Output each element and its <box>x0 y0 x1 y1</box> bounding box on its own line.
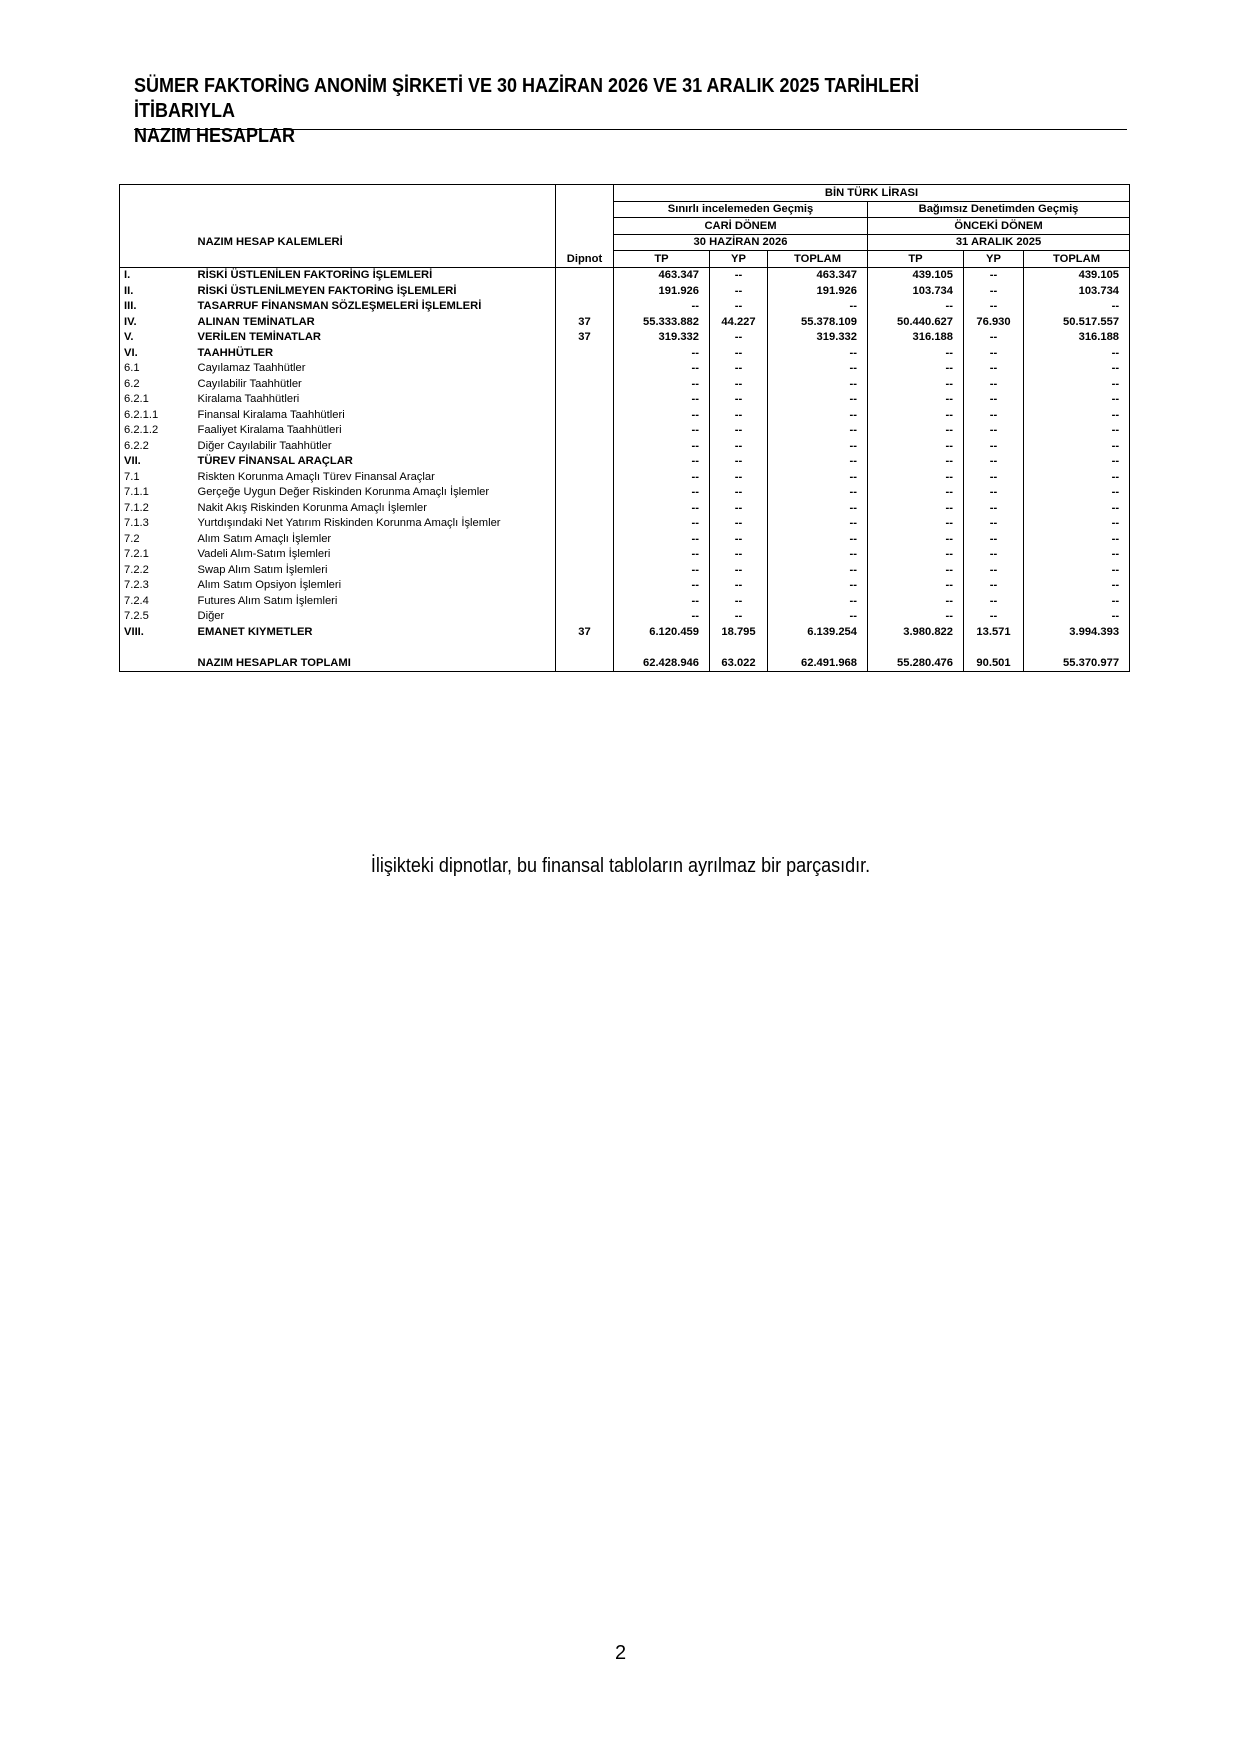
title-underline <box>134 129 1127 130</box>
current-yp-cell: -- <box>710 423 768 439</box>
current-tp-cell: -- <box>614 562 710 578</box>
prior-yp-cell: -- <box>964 485 1024 501</box>
table-row <box>120 345 1130 361</box>
prior-yp-cell: -- <box>964 531 1024 547</box>
prior-yp-cell: -- <box>964 392 1024 408</box>
row-label: Alım Satım Amaçlı İşlemler <box>197 532 332 545</box>
table-row <box>120 609 1130 625</box>
row-code: II. <box>120 283 187 299</box>
prior-total-cell: 103.734 <box>1024 283 1130 299</box>
current-total-cell: -- <box>768 469 868 485</box>
table-row <box>120 423 1130 439</box>
current-yp-cell: -- <box>710 267 768 283</box>
row-note <box>556 361 614 377</box>
current-yp-cell: -- <box>710 516 768 532</box>
prior-yp-cell: -- <box>964 267 1024 283</box>
prior-yp-cell: -- <box>964 593 1024 609</box>
row-label: Faaliyet Kiralama Taahhütleri <box>197 424 342 437</box>
prior-tp-cell: 103.734 <box>868 283 964 299</box>
items-header: NAZIM HESAP KALEMLERİ <box>197 236 343 249</box>
current-tp-cell: -- <box>614 531 710 547</box>
row-label: Vadeli Alım-Satım İşlemleri <box>197 548 331 561</box>
prior-tp-cell: -- <box>868 392 964 408</box>
prior-yp-cell: 76.930 <box>964 314 1024 330</box>
prior-total-cell: -- <box>1024 361 1130 377</box>
prior-tp-cell: -- <box>868 345 964 361</box>
table-row <box>120 531 1130 547</box>
row-note <box>556 392 614 408</box>
prior-total-cell: -- <box>1024 609 1130 625</box>
row-label: TÜREV FİNANSAL ARAÇLAR <box>197 455 353 468</box>
prior-yp-cell: -- <box>964 562 1024 578</box>
current-yp-cell: -- <box>710 485 768 501</box>
prior-tp-cell: -- <box>868 485 964 501</box>
current-yp-cell: -- <box>710 392 768 408</box>
prior-yp-cell: -- <box>964 500 1024 516</box>
current-total-cell: -- <box>768 454 868 470</box>
prior-total-cell: -- <box>1024 376 1130 392</box>
current-tp-cell: -- <box>614 593 710 609</box>
prior-yp-cell: -- <box>964 516 1024 532</box>
row-code: 7.2 <box>120 531 187 547</box>
current-total-cell: -- <box>768 407 868 423</box>
table-row <box>120 516 1130 532</box>
prior-total-cell: -- <box>1024 485 1130 501</box>
current-tp-cell: -- <box>614 423 710 439</box>
table-row <box>120 407 1130 423</box>
prior-yp-cell: 13.571 <box>964 624 1024 640</box>
current-yp-cell: -- <box>710 593 768 609</box>
prior-total-cell: -- <box>1024 578 1130 594</box>
current-tp-cell: 55.333.882 <box>614 314 710 330</box>
row-note <box>556 578 614 594</box>
row-label: Swap Alım Satım İşlemleri <box>197 563 328 576</box>
prior-total-cell: -- <box>1024 438 1130 454</box>
row-label: EMANET KIYMETLER <box>197 625 313 638</box>
row-label: RİSKİ ÜSTLENİLEN FAKTORİNG İŞLEMLERİ <box>197 269 433 282</box>
note-header: Dipnot <box>556 251 614 268</box>
prior-tp-cell: -- <box>868 531 964 547</box>
header-blank <box>120 185 187 202</box>
current-total-cell: -- <box>768 562 868 578</box>
table-row <box>120 469 1130 485</box>
current-tp-cell: -- <box>614 609 710 625</box>
row-note <box>556 454 614 470</box>
row-code: 7.1.1 <box>120 485 187 501</box>
table-row <box>120 624 1130 640</box>
row-label: Nakit Akış Riskinden Korunma Amaçlı İşlemler <box>197 501 427 514</box>
table-row <box>120 593 1130 609</box>
col-header-prior-yp: YP <box>964 251 1024 268</box>
prior-total-cell: -- <box>1024 516 1130 532</box>
page-number: 2 <box>614 1642 627 1664</box>
row-code: V. <box>120 330 187 346</box>
current-yp-cell: 44.227 <box>710 314 768 330</box>
current-total-cell: -- <box>768 438 868 454</box>
current-tp-cell: -- <box>614 376 710 392</box>
row-code: 7.1.3 <box>120 516 187 532</box>
prior-tp-cell: 3.980.822 <box>868 624 964 640</box>
current-total-cell: -- <box>768 516 868 532</box>
current-total-cell: 191.926 <box>768 283 868 299</box>
row-code: VII. <box>120 454 187 470</box>
row-label: Cayılabilir Taahhütler <box>197 377 302 390</box>
row-code: IV. <box>120 314 187 330</box>
prior-yp-cell: -- <box>964 454 1024 470</box>
prior-yp-cell: -- <box>964 330 1024 346</box>
currency-header: BİN TÜRK LİRASI <box>614 185 1130 202</box>
prior-audit-header: Bağımsız Denetimden Geçmiş <box>868 201 1130 218</box>
row-label: TAAHHÜTLER <box>197 346 274 359</box>
current-tp-cell: -- <box>614 500 710 516</box>
current-total-cell: -- <box>768 531 868 547</box>
prior-tp-cell: -- <box>868 516 964 532</box>
total-current-tp: 62.428.946 <box>614 655 710 671</box>
row-code: 7.1.2 <box>120 500 187 516</box>
row-note <box>556 423 614 439</box>
current-tp-cell: -- <box>614 345 710 361</box>
row-code: I. <box>120 267 187 283</box>
prior-tp-cell: 50.440.627 <box>868 314 964 330</box>
current-yp-cell: -- <box>710 330 768 346</box>
prior-total-cell: 50.517.557 <box>1024 314 1130 330</box>
row-note <box>556 593 614 609</box>
row-label: Riskten Korunma Amaçlı Türev Finansal Araçlar <box>197 470 435 483</box>
prior-total-cell: -- <box>1024 423 1130 439</box>
prior-yp-cell: -- <box>964 423 1024 439</box>
prior-tp-cell: -- <box>868 578 964 594</box>
total-current-yp: 63.022 <box>710 655 768 671</box>
prior-tp-cell: -- <box>868 609 964 625</box>
prior-yp-cell: -- <box>964 345 1024 361</box>
report-title <box>134 74 1025 149</box>
prior-tp-cell: -- <box>868 361 964 377</box>
row-note: 37 <box>556 314 614 330</box>
prior-tp-cell: 316.188 <box>868 330 964 346</box>
table-row <box>120 299 1130 315</box>
current-date-header: 30 HAZİRAN 2026 <box>614 234 868 251</box>
row-code: 6.2.1 <box>120 392 187 408</box>
current-yp-cell: -- <box>710 562 768 578</box>
prior-yp-cell: -- <box>964 407 1024 423</box>
current-total-cell: -- <box>768 423 868 439</box>
current-tp-cell: -- <box>614 438 710 454</box>
current-tp-cell: -- <box>614 469 710 485</box>
prior-total-cell: -- <box>1024 392 1130 408</box>
total-label: NAZIM HESAPLAR TOPLAMI <box>187 655 556 671</box>
current-total-cell: -- <box>768 500 868 516</box>
prior-date-header: 31 ARALIK 2025 <box>868 234 1130 251</box>
row-note <box>556 438 614 454</box>
current-period-header: CARİ DÖNEM <box>614 218 868 235</box>
prior-yp-cell: -- <box>964 547 1024 563</box>
current-tp-cell: -- <box>614 299 710 315</box>
current-tp-cell: -- <box>614 454 710 470</box>
current-total-cell: 55.378.109 <box>768 314 868 330</box>
prior-period-header: ÖNCEKİ DÖNEM <box>868 218 1130 235</box>
table-row <box>120 485 1130 501</box>
current-total-cell: 463.347 <box>768 267 868 283</box>
current-yp-cell: -- <box>710 376 768 392</box>
row-note <box>556 500 614 516</box>
table-row <box>120 314 1130 330</box>
prior-total-cell: -- <box>1024 593 1130 609</box>
current-yp-cell: -- <box>710 578 768 594</box>
col-header-current-tp: TP <box>614 251 710 268</box>
prior-tp-cell: -- <box>868 547 964 563</box>
prior-yp-cell: -- <box>964 376 1024 392</box>
current-total-cell: 6.139.254 <box>768 624 868 640</box>
prior-total-cell: -- <box>1024 531 1130 547</box>
table-row <box>120 562 1130 578</box>
current-total-cell: -- <box>768 299 868 315</box>
row-note: 37 <box>556 624 614 640</box>
prior-tp-cell: -- <box>868 376 964 392</box>
current-tp-cell: -- <box>614 578 710 594</box>
total-prior-tp: 55.280.476 <box>868 655 964 671</box>
prior-yp-cell: -- <box>964 609 1024 625</box>
prior-total-cell: -- <box>1024 469 1130 485</box>
prior-total-cell: -- <box>1024 345 1130 361</box>
prior-total-cell: -- <box>1024 407 1130 423</box>
current-tp-cell: -- <box>614 361 710 377</box>
prior-tp-cell: -- <box>868 593 964 609</box>
row-note <box>556 547 614 563</box>
row-note <box>556 299 614 315</box>
current-total-cell: -- <box>768 345 868 361</box>
prior-total-cell: -- <box>1024 299 1130 315</box>
row-label: Kiralama Taahhütleri <box>197 393 300 406</box>
prior-yp-cell: -- <box>964 578 1024 594</box>
prior-yp-cell: -- <box>964 283 1024 299</box>
row-label: TASARRUF FİNANSMAN SÖZLEŞMELERİ İŞLEMLERİ <box>197 300 482 313</box>
current-total-cell: -- <box>768 485 868 501</box>
row-code: 7.2.2 <box>120 562 187 578</box>
prior-tp-cell: -- <box>868 407 964 423</box>
current-total-cell: -- <box>768 593 868 609</box>
col-header-prior-total: TOPLAM <box>1024 251 1130 268</box>
current-tp-cell: -- <box>614 392 710 408</box>
row-note <box>556 345 614 361</box>
off-balance-sheet-table <box>119 184 1130 672</box>
table-row <box>120 376 1130 392</box>
prior-tp-cell: -- <box>868 454 964 470</box>
row-code: III. <box>120 299 187 315</box>
current-tp-cell: 463.347 <box>614 267 710 283</box>
row-note <box>556 562 614 578</box>
row-label: Diğer Cayılabilir Taahhütler <box>197 439 332 452</box>
current-yp-cell: -- <box>710 547 768 563</box>
row-code: VI. <box>120 345 187 361</box>
row-code: 6.1 <box>120 361 187 377</box>
row-code: 6.2 <box>120 376 187 392</box>
total-row <box>120 655 1130 671</box>
prior-tp-cell: -- <box>868 299 964 315</box>
table-row <box>120 454 1130 470</box>
current-yp-cell: -- <box>710 283 768 299</box>
table-body <box>120 267 1130 640</box>
table-row <box>120 392 1130 408</box>
current-yp-cell: -- <box>710 361 768 377</box>
prior-tp-cell: -- <box>868 423 964 439</box>
current-tp-cell: 191.926 <box>614 283 710 299</box>
row-code: 6.2.2 <box>120 438 187 454</box>
current-total-cell: 319.332 <box>768 330 868 346</box>
row-code: 7.2.1 <box>120 547 187 563</box>
row-note <box>556 407 614 423</box>
col-header-prior-tp: TP <box>868 251 964 268</box>
current-yp-cell: -- <box>710 345 768 361</box>
current-yp-cell: -- <box>710 299 768 315</box>
prior-tp-cell: 439.105 <box>868 267 964 283</box>
table-row <box>120 578 1130 594</box>
prior-total-cell: -- <box>1024 562 1130 578</box>
prior-tp-cell: -- <box>868 438 964 454</box>
current-tp-cell: 319.332 <box>614 330 710 346</box>
current-total-cell: -- <box>768 578 868 594</box>
table-row <box>120 500 1130 516</box>
row-code: 7.2.3 <box>120 578 187 594</box>
prior-total-cell: -- <box>1024 547 1130 563</box>
prior-total-cell: 3.994.393 <box>1024 624 1130 640</box>
current-tp-cell: -- <box>614 516 710 532</box>
prior-yp-cell: -- <box>964 469 1024 485</box>
row-label: RİSKİ ÜSTLENİLMEYEN FAKTORİNG İŞLEMLERİ <box>197 284 457 297</box>
prior-total-cell: 316.188 <box>1024 330 1130 346</box>
row-label: Cayılamaz Taahhütler <box>197 362 306 375</box>
prior-tp-cell: -- <box>868 500 964 516</box>
current-audit-header: Sınırlı incelemeden Geçmiş <box>614 201 868 218</box>
prior-total-cell: -- <box>1024 500 1130 516</box>
total-prior-total: 55.370.977 <box>1024 655 1130 671</box>
col-header-current-total: TOPLAM <box>768 251 868 268</box>
prior-yp-cell: -- <box>964 438 1024 454</box>
current-yp-cell: -- <box>710 407 768 423</box>
row-code: 6.2.1.2 <box>120 423 187 439</box>
row-code: 6.2.1.1 <box>120 407 187 423</box>
row-label: Alım Satım Opsiyon İşlemleri <box>197 579 342 592</box>
current-yp-cell: -- <box>710 609 768 625</box>
row-note <box>556 516 614 532</box>
current-total-cell: -- <box>768 361 868 377</box>
table-row <box>120 361 1130 377</box>
row-note <box>556 609 614 625</box>
row-label: Gerçeğe Uygun Değer Riskinden Korunma Amaçlı İşlemler <box>197 486 490 499</box>
row-note <box>556 485 614 501</box>
current-total-cell: -- <box>768 376 868 392</box>
prior-tp-cell: -- <box>868 562 964 578</box>
row-label: Finansal Kiralama Taahhütleri <box>197 408 345 421</box>
row-note <box>556 283 614 299</box>
row-label: Yurtdışındaki Net Yatırım Riskinden Korunma Amaçlı İşlemler <box>197 517 501 530</box>
row-label: Futures Alım Satım İşlemleri <box>197 594 338 607</box>
current-yp-cell: -- <box>710 531 768 547</box>
current-yp-cell: -- <box>710 454 768 470</box>
col-header-current-yp: YP <box>710 251 768 268</box>
total-prior-yp: 90.501 <box>964 655 1024 671</box>
prior-yp-cell: -- <box>964 361 1024 377</box>
current-yp-cell: -- <box>710 469 768 485</box>
report-title-line-1: SÜMER FAKTORİNG ANONİM ŞİRKETİ VE 30 HAZİRAN 2026 VE 31 ARALIK 2025 TARİHLERİ İTİBARIYLA <box>134 75 920 122</box>
current-yp-cell: -- <box>710 438 768 454</box>
current-total-cell: -- <box>768 609 868 625</box>
row-label: ALINAN TEMİNATLAR <box>197 315 315 328</box>
report-title-line-2: NAZIM HESAPLAR <box>134 125 296 147</box>
current-yp-cell: -- <box>710 500 768 516</box>
row-note <box>556 531 614 547</box>
current-total-cell: -- <box>768 547 868 563</box>
prior-total-cell: 439.105 <box>1024 267 1130 283</box>
prior-total-cell: -- <box>1024 454 1130 470</box>
table-row <box>120 547 1130 563</box>
row-note: 37 <box>556 330 614 346</box>
row-code: 7.2.5 <box>120 609 187 625</box>
total-current-total: 62.491.968 <box>768 655 868 671</box>
row-code: VIII. <box>120 624 187 640</box>
row-label: Diğer <box>197 610 225 623</box>
current-total-cell: -- <box>768 392 868 408</box>
row-note <box>556 469 614 485</box>
row-note <box>556 376 614 392</box>
table-row <box>120 283 1130 299</box>
current-yp-cell: 18.795 <box>710 624 768 640</box>
prior-yp-cell: -- <box>964 299 1024 315</box>
table-row <box>120 438 1130 454</box>
current-tp-cell: -- <box>614 485 710 501</box>
current-tp-cell: 6.120.459 <box>614 624 710 640</box>
current-tp-cell: -- <box>614 547 710 563</box>
row-code: 7.2.4 <box>120 593 187 609</box>
row-code: 7.1 <box>120 469 187 485</box>
table-row <box>120 330 1130 346</box>
footnote: İlişikteki dipnotlar, bu finansal tabloların ayrılmaz bir parçasıdır. <box>370 855 871 877</box>
prior-tp-cell: -- <box>868 469 964 485</box>
row-label: VERİLEN TEMİNATLAR <box>197 331 321 344</box>
current-tp-cell: -- <box>614 407 710 423</box>
table-row <box>120 267 1130 283</box>
row-note <box>556 267 614 283</box>
